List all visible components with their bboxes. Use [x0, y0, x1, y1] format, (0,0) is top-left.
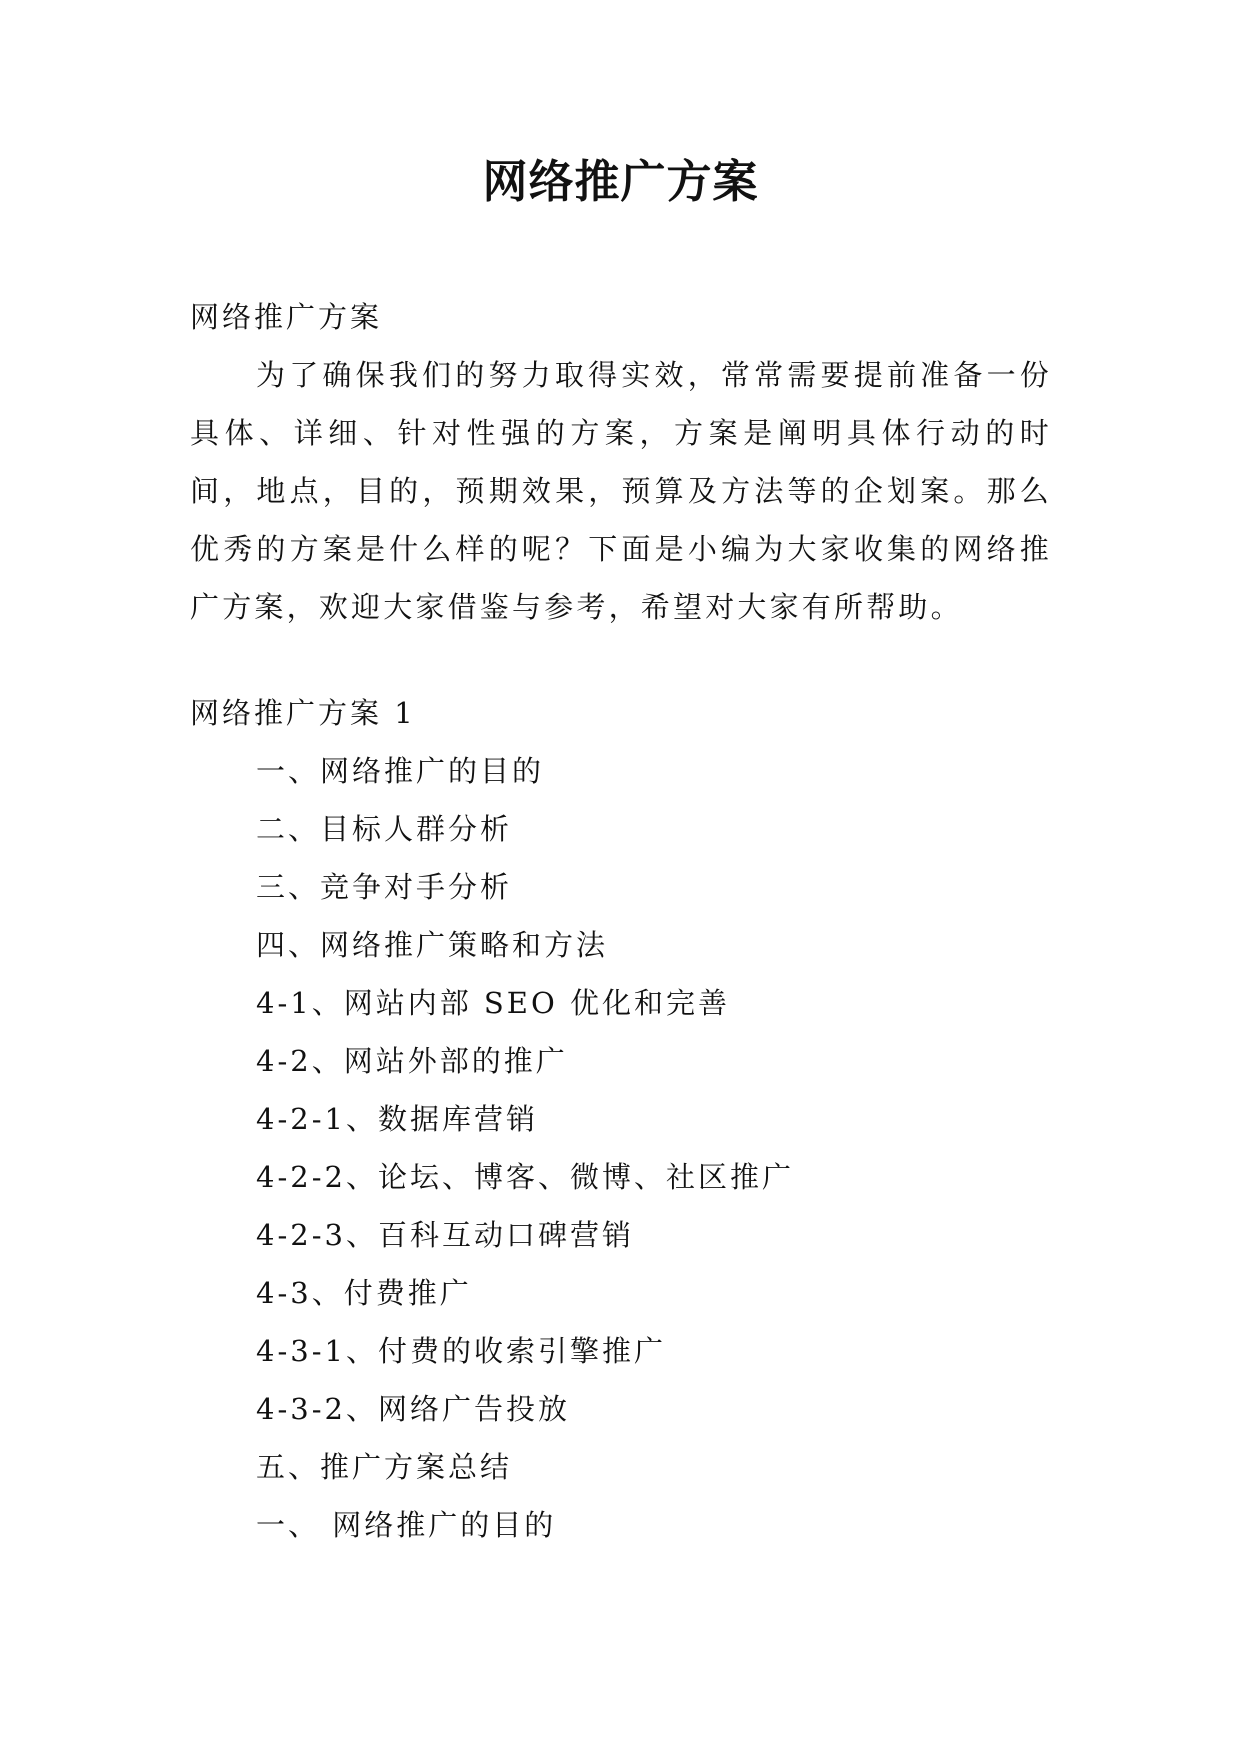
- section-heading: 网络推广方案 1: [190, 696, 416, 730]
- outline-item: 4-2、网站外部的推广: [256, 1044, 568, 1078]
- outline-item: 4-3-2、网络广告投放: [256, 1392, 570, 1426]
- outline-item: 4-3-1、付费的收索引擎推广: [256, 1334, 666, 1368]
- outline-item: 五、推广方案总结: [256, 1450, 513, 1484]
- outline-item: 三、竞争对手分析: [256, 870, 513, 904]
- intro-paragraph: 为了确保我们的努力取得实效，常常需要提前准备一份具体、详细、针对性强的方案，方案是阐明具体行动的时间，地点，目的，预期效果，预算及方法等的企划案。那么优秀的方案是什么样的呢？下面是小编为大家收集的网络推广方案，欢迎大家借鉴与参考，希望对大家有所帮助。: [190, 358, 1052, 624]
- document-body: [190, 288, 1052, 1554]
- outline-item: 四、网络推广策略和方法: [256, 928, 609, 962]
- outline-item: 二、目标人群分析: [256, 812, 513, 846]
- outline-item: 一、网络推广的目的: [256, 754, 545, 788]
- outline-item: 4-1、网站内部 SEO 优化和完善: [256, 986, 730, 1020]
- document-subtitle: 网络推广方案: [190, 300, 383, 334]
- outline-list: [190, 742, 1052, 1554]
- paragraph-spacer: [190, 636, 1052, 684]
- outline-item: 4-3、付费推广: [256, 1276, 472, 1310]
- outline-item: 4-2-3、百科互动口碑营销: [256, 1218, 634, 1252]
- document-title: 网络推广方案: [482, 155, 759, 208]
- outline-item: 4-2-1、数据库营销: [256, 1102, 538, 1136]
- outline-item: 4-2-2、论坛、博客、微博、社区推广: [256, 1160, 794, 1194]
- outline-item: 一、 网络推广的目的: [256, 1508, 557, 1542]
